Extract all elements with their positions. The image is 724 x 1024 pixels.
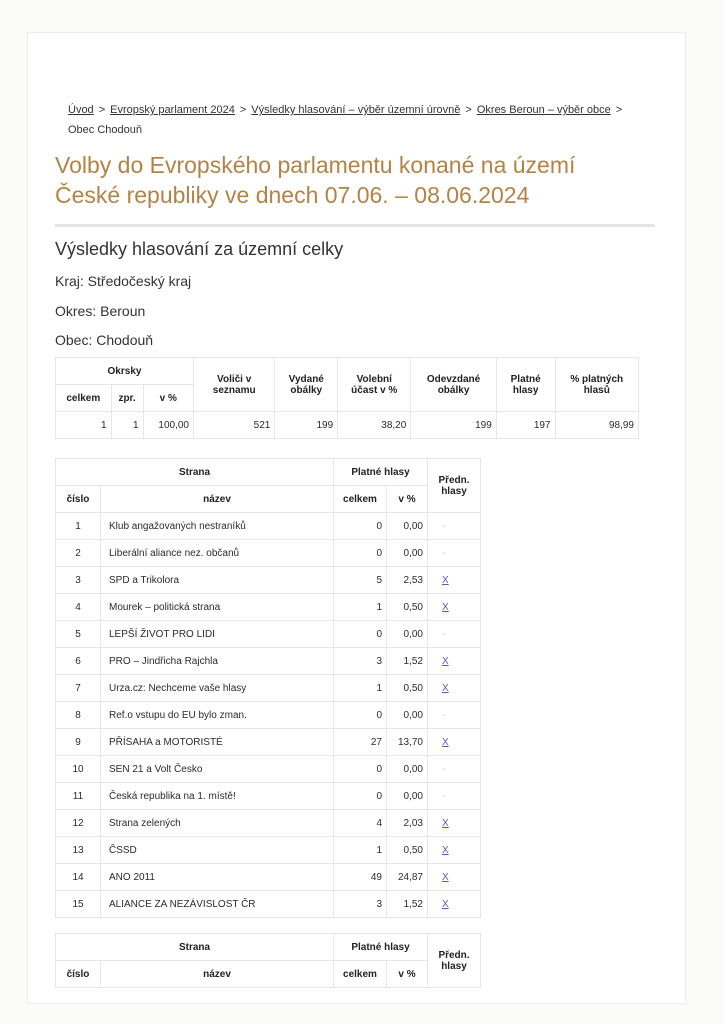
cell-cislo: 13	[56, 837, 101, 864]
section-subtitle: Výsledky hlasování za územní celky	[55, 239, 344, 259]
breadcrumb-separator: >	[615, 104, 623, 116]
no-preferential-votes: -	[442, 709, 446, 721]
cell-odevzdane: 199	[411, 412, 496, 439]
cell-celkem: 0	[334, 513, 387, 540]
preferential-votes-link[interactable]: X	[442, 844, 449, 856]
cell-predn	[428, 864, 481, 891]
cell-nazev: ČSSD	[101, 837, 334, 864]
header-strana: Strana	[56, 934, 334, 961]
cell-celkem: 49	[334, 864, 387, 891]
cell-v-pct: 13,70	[387, 729, 428, 756]
cell-v-pct: 0,00	[387, 621, 428, 648]
cell-celkem: 0	[334, 783, 387, 810]
cell-nazev: Česká republika na 1. místě!	[101, 783, 334, 810]
cell-zpr: 1	[111, 412, 143, 439]
table-row	[56, 594, 481, 621]
table-row	[56, 783, 481, 810]
cell-celkem: 3	[334, 891, 387, 918]
cell-cislo: 15	[56, 891, 101, 918]
breadcrumb-link-uvod[interactable]: Úvod	[68, 104, 94, 116]
cell-nazev: Urza.cz: Nechceme vaše hlasy	[101, 675, 334, 702]
cell-nazev: Strana zelených	[101, 810, 334, 837]
header-v-pct: v %	[143, 385, 193, 412]
header-predn: Předn. hlasy	[428, 934, 481, 988]
header-cislo: číslo	[56, 486, 101, 513]
header-platne-hlasy: Platné hlasy	[334, 934, 428, 961]
cell-nazev: SPD a Trikolora	[101, 567, 334, 594]
preferential-votes-link[interactable]: X	[442, 898, 449, 910]
no-preferential-votes: -	[442, 547, 446, 559]
cell-predn	[428, 540, 481, 567]
no-preferential-votes: -	[442, 628, 446, 640]
cell-v-pct: 0,00	[387, 756, 428, 783]
cell-predn	[428, 783, 481, 810]
table-row	[56, 864, 481, 891]
header-strana: Strana	[56, 459, 334, 486]
summary-table	[55, 357, 639, 439]
cell-celkem: 1	[56, 412, 112, 439]
breadcrumb-separator: >	[239, 104, 247, 116]
cell-nazev: ANO 2011	[101, 864, 334, 891]
cell-predn	[428, 648, 481, 675]
cell-celkem: 4	[334, 810, 387, 837]
cell-celkem: 0	[334, 756, 387, 783]
preferential-votes-link[interactable]: X	[442, 736, 449, 748]
cell-celkem: 27	[334, 729, 387, 756]
cell-nazev: PŘÍSAHA a MOTORISTÉ	[101, 729, 334, 756]
cell-celkem: 5	[334, 567, 387, 594]
table-row	[56, 837, 481, 864]
table-row	[56, 675, 481, 702]
cell-predn	[428, 594, 481, 621]
cell-ucast: 38,20	[338, 412, 411, 439]
parties-table-continued	[55, 933, 481, 988]
cell-predn	[428, 729, 481, 756]
cell-v-pct: 2,03	[387, 810, 428, 837]
cell-v-pct: 0,00	[387, 540, 428, 567]
table-row	[56, 756, 481, 783]
cell-v-pct: 0,50	[387, 675, 428, 702]
cell-cislo: 11	[56, 783, 101, 810]
cell-predn	[428, 837, 481, 864]
cell-nazev: Klub angažovaných nestraníků	[101, 513, 334, 540]
cell-celkem: 0	[334, 702, 387, 729]
cell-v-pct: 0,50	[387, 837, 428, 864]
preferential-votes-link[interactable]: X	[442, 574, 449, 586]
region-okres: Okres: Beroun	[55, 303, 146, 319]
preferential-votes-link[interactable]: X	[442, 871, 449, 883]
table-row	[56, 513, 481, 540]
header-volici: Voliči v seznamu	[194, 358, 275, 412]
breadcrumb-link-vysledky[interactable]: Výsledky hlasování – výběr územní úrovně	[251, 104, 461, 116]
header-celkem: celkem	[334, 486, 387, 513]
table-row	[56, 648, 481, 675]
table-row	[56, 729, 481, 756]
cell-predn	[428, 567, 481, 594]
table-row	[56, 891, 481, 918]
cell-v-pct: 0,00	[387, 513, 428, 540]
cell-pct-platnych: 98,99	[555, 412, 639, 439]
breadcrumb-separator: >	[465, 104, 472, 116]
cell-cislo: 1	[56, 513, 101, 540]
header-okrsky: Okrsky	[56, 358, 194, 385]
cell-v-pct: 0,50	[387, 594, 428, 621]
cell-celkem: 1	[334, 594, 387, 621]
breadcrumb-link-ep2024[interactable]: Evropský parlament 2024	[110, 104, 235, 116]
cell-celkem: 0	[334, 540, 387, 567]
party-rows	[56, 513, 481, 918]
header-platne-hlasy: Platné hlasy	[334, 459, 428, 486]
header-v-pct: v %	[387, 486, 428, 513]
cell-cislo: 3	[56, 567, 101, 594]
preferential-votes-link[interactable]: X	[442, 655, 449, 667]
table-row	[56, 540, 481, 567]
cell-nazev: LEPŠÍ ŽIVOT PRO LIDI	[101, 621, 334, 648]
region-kraj: Kraj: Středočeský kraj	[55, 273, 192, 289]
header-nazev: název	[101, 961, 334, 988]
cell-cislo: 14	[56, 864, 101, 891]
region-obec: Obec: Chodouň	[55, 332, 154, 348]
header-v-pct: v %	[387, 961, 428, 988]
header-nazev: název	[101, 486, 334, 513]
cell-nazev: Liberální aliance nez. občanů	[101, 540, 334, 567]
cell-celkem: 1	[334, 675, 387, 702]
header-pct-platnych: % platných hlasů	[555, 358, 639, 412]
cell-v-pct: 1,52	[387, 891, 428, 918]
title-divider	[55, 224, 655, 227]
cell-v-pct: 2,53	[387, 567, 428, 594]
cell-celkem: 3	[334, 648, 387, 675]
header-cislo: číslo	[56, 961, 101, 988]
breadcrumb-current: Obec Chodouň	[68, 124, 142, 136]
cell-nazev: ALIANCE ZA NEZÁVISLOST ČR	[101, 891, 334, 918]
cell-cislo: 5	[56, 621, 101, 648]
no-preferential-votes: -	[442, 790, 446, 802]
cell-nazev: PRO – Jindřicha Rajchla	[101, 648, 334, 675]
cell-platne: 197	[496, 412, 555, 439]
cell-predn	[428, 702, 481, 729]
cell-v-pct: 1,52	[387, 648, 428, 675]
cell-cislo: 4	[56, 594, 101, 621]
table-row	[56, 810, 481, 837]
breadcrumb	[68, 100, 648, 140]
cell-cislo: 6	[56, 648, 101, 675]
cell-celkem: 1	[334, 837, 387, 864]
cell-cislo: 10	[56, 756, 101, 783]
cell-cislo: 9	[56, 729, 101, 756]
cell-v-pct: 100,00	[143, 412, 193, 439]
table-row	[56, 567, 481, 594]
cell-vydane: 199	[275, 412, 338, 439]
preferential-votes-link[interactable]: X	[442, 817, 449, 829]
parties-table	[55, 458, 481, 918]
cell-cislo: 7	[56, 675, 101, 702]
cell-nazev: Ref.o vstupu do EU bylo zman.	[101, 702, 334, 729]
header-ucast: Volební účast v %	[338, 358, 411, 412]
cell-predn	[428, 513, 481, 540]
cell-nazev: Mourek – politická strana	[101, 594, 334, 621]
cell-cislo: 12	[56, 810, 101, 837]
header-platne: Platné hlasy	[496, 358, 555, 412]
cell-predn	[428, 756, 481, 783]
page-title: Volby do Evropského parlamentu konané na území České republiky ve dnech 07.06. – 08.06.2024	[55, 152, 576, 208]
no-preferential-votes: -	[442, 520, 446, 532]
header-celkem: celkem	[334, 961, 387, 988]
cell-v-pct: 0,00	[387, 783, 428, 810]
cell-predn	[428, 810, 481, 837]
header-vydane: Vydané obálky	[275, 358, 338, 412]
table-row	[56, 621, 481, 648]
cell-v-pct: 0,00	[387, 702, 428, 729]
cell-v-pct: 24,87	[387, 864, 428, 891]
breadcrumb-link-okres[interactable]: Okres Beroun – výběr obce	[476, 104, 611, 116]
header-odevzdane: Odevzdané obálky	[411, 358, 496, 412]
table-row	[56, 702, 481, 729]
no-preferential-votes: -	[442, 763, 446, 775]
cell-volici: 521	[194, 412, 275, 439]
summary-row	[56, 412, 639, 439]
header-celkem: celkem	[56, 385, 112, 412]
header-predn: Předn. hlasy	[428, 459, 481, 513]
breadcrumb-separator: >	[98, 104, 106, 116]
cell-predn	[428, 675, 481, 702]
preferential-votes-link[interactable]: X	[442, 682, 449, 694]
cell-cislo: 8	[56, 702, 101, 729]
cell-cislo: 2	[56, 540, 101, 567]
cell-celkem: 0	[334, 621, 387, 648]
cell-nazev: SEN 21 a Volt Česko	[101, 756, 334, 783]
header-zpr: zpr.	[111, 385, 143, 412]
preferential-votes-link[interactable]: X	[442, 601, 449, 613]
cell-predn	[428, 891, 481, 918]
cell-predn	[428, 621, 481, 648]
page-sheet	[27, 32, 686, 1004]
